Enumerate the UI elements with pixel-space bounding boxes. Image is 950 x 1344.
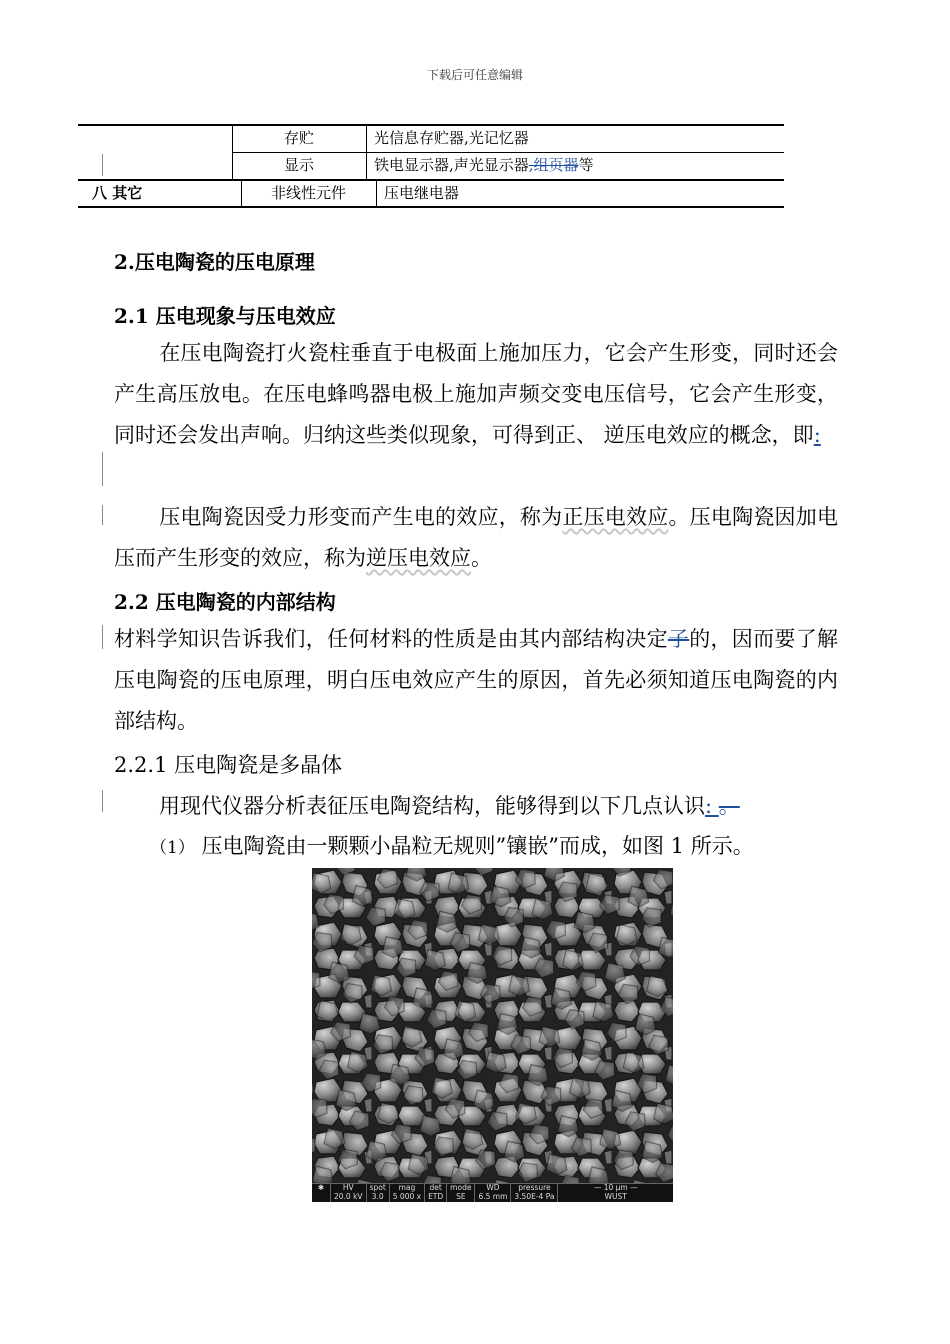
tracked-deletion: 。 [718,794,740,818]
subsection-heading: 2.1 压电现象与压电效应 [114,304,336,328]
application-table [78,124,784,210]
fei-logo-icon: ✱ [312,1184,331,1202]
header-note: 下载后可任意编辑 [426,68,523,82]
table-row [232,152,366,178]
table-cell-devices: 压电继电器 [384,184,460,202]
grain-texture [312,868,673,1184]
paragraph-effect-intro: 在压电陶瓷打火瓷柱垂直于电极面上施加压力，它会产生形变，同时还会产生高压放电。在压电蜂鸣器电极上施加声频交变电压信号，它会产生形变，同时还会发出声响。归纳这些类似现象，可得到正、 逆压电效应的概念，即: [114,341,838,447]
table-row [232,125,366,151]
lab-label: WUST [604,1191,627,1201]
subsubsection-heading: 2.2.1 压电陶瓷是多晶体 [114,753,343,777]
table-cell-devices: 铁电显示器,声光显示器 [374,156,529,174]
tracked-deletion: ,组页器 [528,156,579,174]
table-cell-category: 显示 [283,156,314,174]
subsection-heading: 2.2 压电陶瓷的内部结构 [114,590,336,614]
table-cell-category: 非线性元件 [270,184,346,202]
table-cell-category: 存贮 [283,129,314,147]
paragraph-effect-definition: 压电陶瓷因受力形变而产生电的效应，称为正压电效应。压电陶瓷因加电压而产生形变的效应，称为逆压电效应。 [114,505,838,570]
list-item [150,830,754,860]
tracked-insertion: : [705,794,719,818]
term-direct-effect: 正压电效应 [562,505,669,529]
paragraph-observations: 用现代仪器分析表征压电陶瓷结构，能够得到以下几点认识: 。 [159,794,740,818]
list-item-number: （1） [150,838,195,858]
table-cell-group: 八 其它 [92,184,143,202]
table-cell-devices-tail: 等 [578,156,594,174]
sem-info-bar: ✱ HV 20.0 kV spot 3.0 mag 5 000 x det ETD mode SE WD 6.5 mm pressure 3.50E-4 Pa — 10 μm — WUST [312,1183,673,1202]
tracked-insertion: : [813,423,821,447]
tracked-deletion: 子 [667,627,690,651]
list-item-text: 压电陶瓷由一颗颗小晶粒无规则”镶嵌”而成，如图 1 所示。 [201,834,754,858]
section-heading: 2.压电陶瓷的压电原理 [114,250,315,274]
table-cell-devices: 光信息存贮器,光记忆器 [374,129,529,147]
paragraph-internal-structure: 材料学知识告诉我们，任何材料的性质是由其内部结构决定子的，因而要了解压电陶瓷的压电原理，明白压电效应产生的原因，首先必须知道压电陶瓷的内部结构。 [114,627,839,733]
scale-bar-label: — 10 μm — [593,1183,638,1192]
term-converse-effect: 逆压电效应 [366,546,471,570]
table-row [92,180,142,206]
sem-micrograph [312,868,673,1202]
